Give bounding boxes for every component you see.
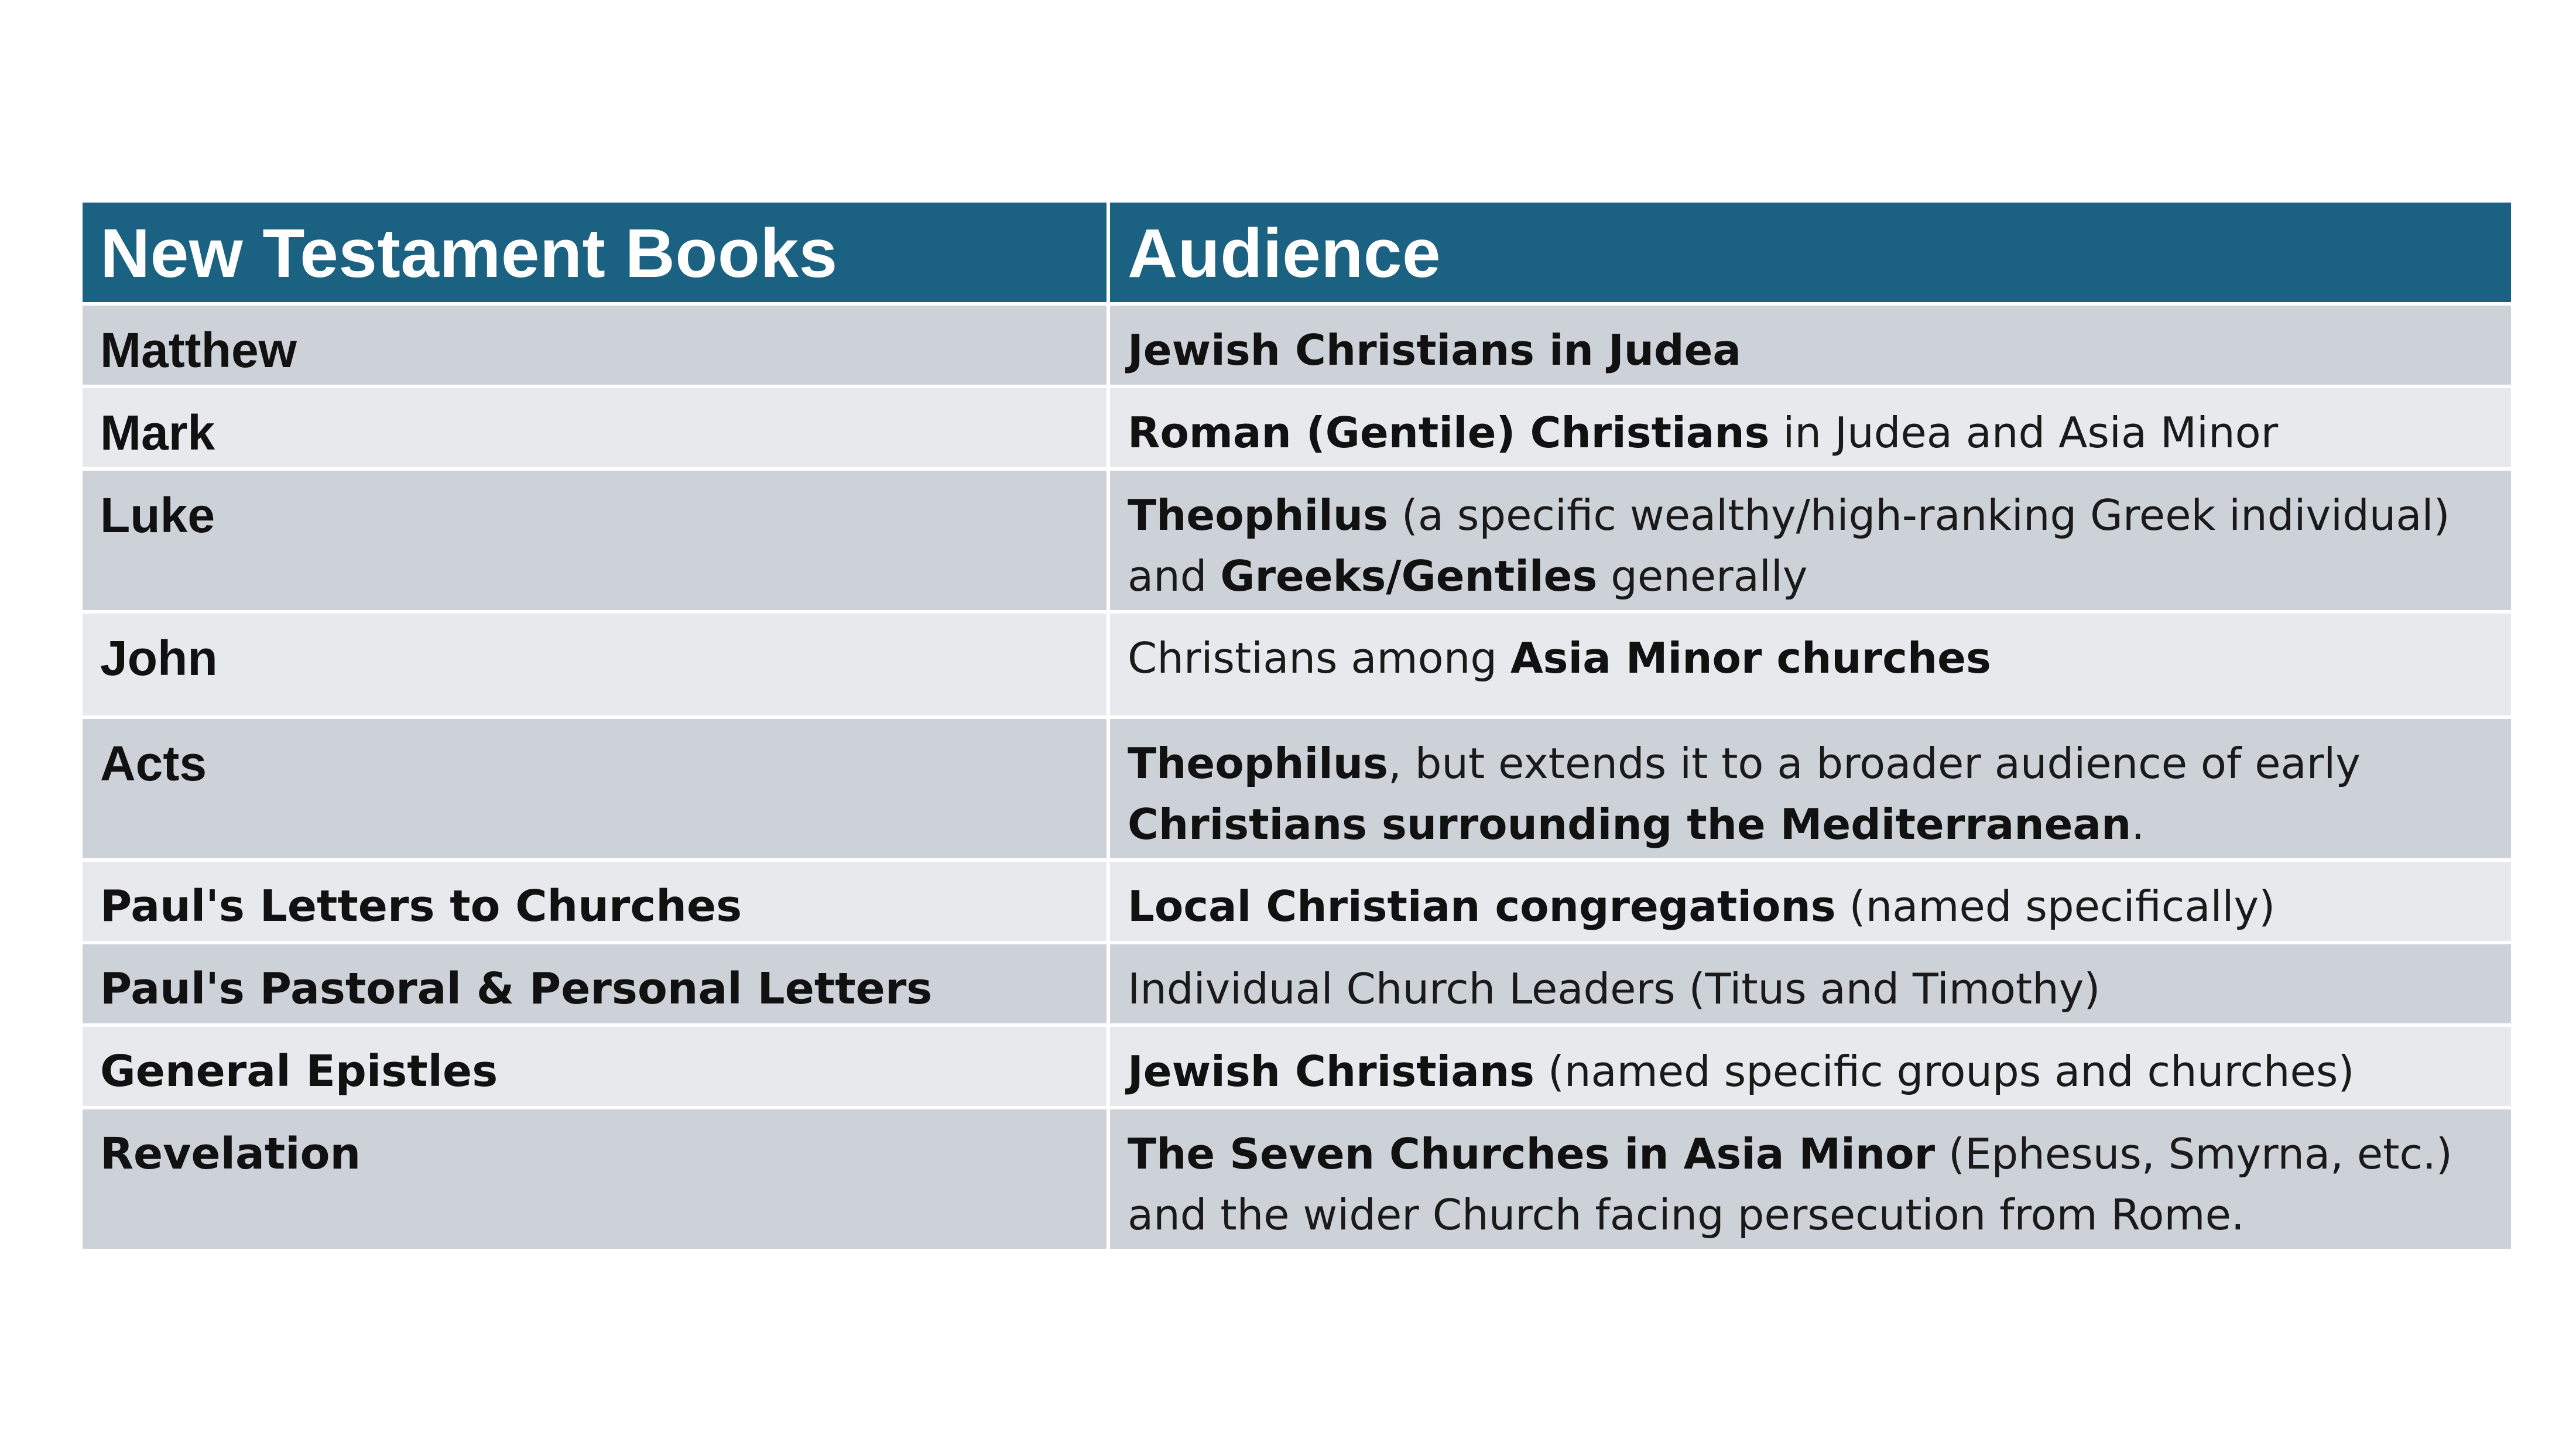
audience-cell	[1108, 612, 2513, 717]
book-cell: Revelation	[81, 1108, 1108, 1251]
book-cell: Mark	[81, 386, 1108, 469]
audience-text: Theophilus	[1128, 491, 1388, 540]
audience-text: in Judea and Asia Minor	[1769, 408, 2279, 457]
table-header-row	[81, 201, 2513, 304]
table-row	[81, 386, 2513, 469]
audience-text: , but extends it to a broader audience of early	[1388, 739, 2361, 788]
audience-text: Christians among	[1128, 633, 1510, 683]
audience-cell	[1108, 469, 2513, 612]
book-cell: Luke	[81, 469, 1108, 612]
audience-text: Christians surrounding the Mediterranean	[1128, 800, 2132, 849]
audience-text: Asia Minor churches	[1510, 633, 1991, 683]
book-cell: General Epistles	[81, 1025, 1108, 1108]
audience-text: (Ephesus, Smyrna, etc.) and the wider Church facing persecution from Rome.	[1128, 1129, 2453, 1239]
table-row	[81, 469, 2513, 612]
audience-table	[79, 199, 2515, 1252]
book-cell: Paul's Pastoral & Personal Letters	[81, 943, 1108, 1025]
table-row	[81, 1025, 2513, 1108]
audience-cell	[1108, 943, 2513, 1025]
table-row	[81, 717, 2513, 860]
audience-text: (named specific groups and churches)	[1534, 1047, 2355, 1096]
audience-cell	[1108, 1025, 2513, 1108]
audience-text: Theophilus	[1128, 739, 1388, 788]
book-cell: Paul's Letters to Churches	[81, 860, 1108, 943]
audience-text: (a specific wealthy/high-ranking Greek individual) and	[1128, 491, 2450, 601]
table-row	[81, 860, 2513, 943]
audience-text: Jewish Christians in Judea	[1128, 326, 1742, 375]
audience-text: Roman (Gentile) Christians	[1128, 408, 1770, 457]
book-cell: John	[81, 612, 1108, 717]
book-cell: Matthew	[81, 304, 1108, 386]
audience-text: Individual Church Leaders (Titus and Timothy)	[1128, 964, 2101, 1013]
audience-cell	[1108, 1108, 2513, 1251]
audience-text: Jewish Christians	[1128, 1047, 1534, 1096]
header-books: New Testament Books	[81, 201, 1108, 304]
table-row	[81, 612, 2513, 717]
table-row	[81, 1108, 2513, 1251]
header-audience: Audience	[1108, 201, 2513, 304]
audience-text: The Seven Churches in Asia Minor	[1128, 1129, 1936, 1179]
audience-cell	[1108, 717, 2513, 860]
audience-text: Greeks/Gentiles	[1220, 551, 1598, 601]
audience-text: (named specifically)	[1835, 882, 2276, 931]
audience-cell	[1108, 860, 2513, 943]
book-cell: Acts	[81, 717, 1108, 860]
audience-text: .	[2131, 800, 2145, 849]
audience-text: Local Christian congregations	[1128, 882, 1836, 931]
table-row	[81, 304, 2513, 386]
audience-text: generally	[1597, 551, 1808, 601]
audience-cell	[1108, 386, 2513, 469]
audience-cell	[1108, 304, 2513, 386]
table-row	[81, 943, 2513, 1025]
